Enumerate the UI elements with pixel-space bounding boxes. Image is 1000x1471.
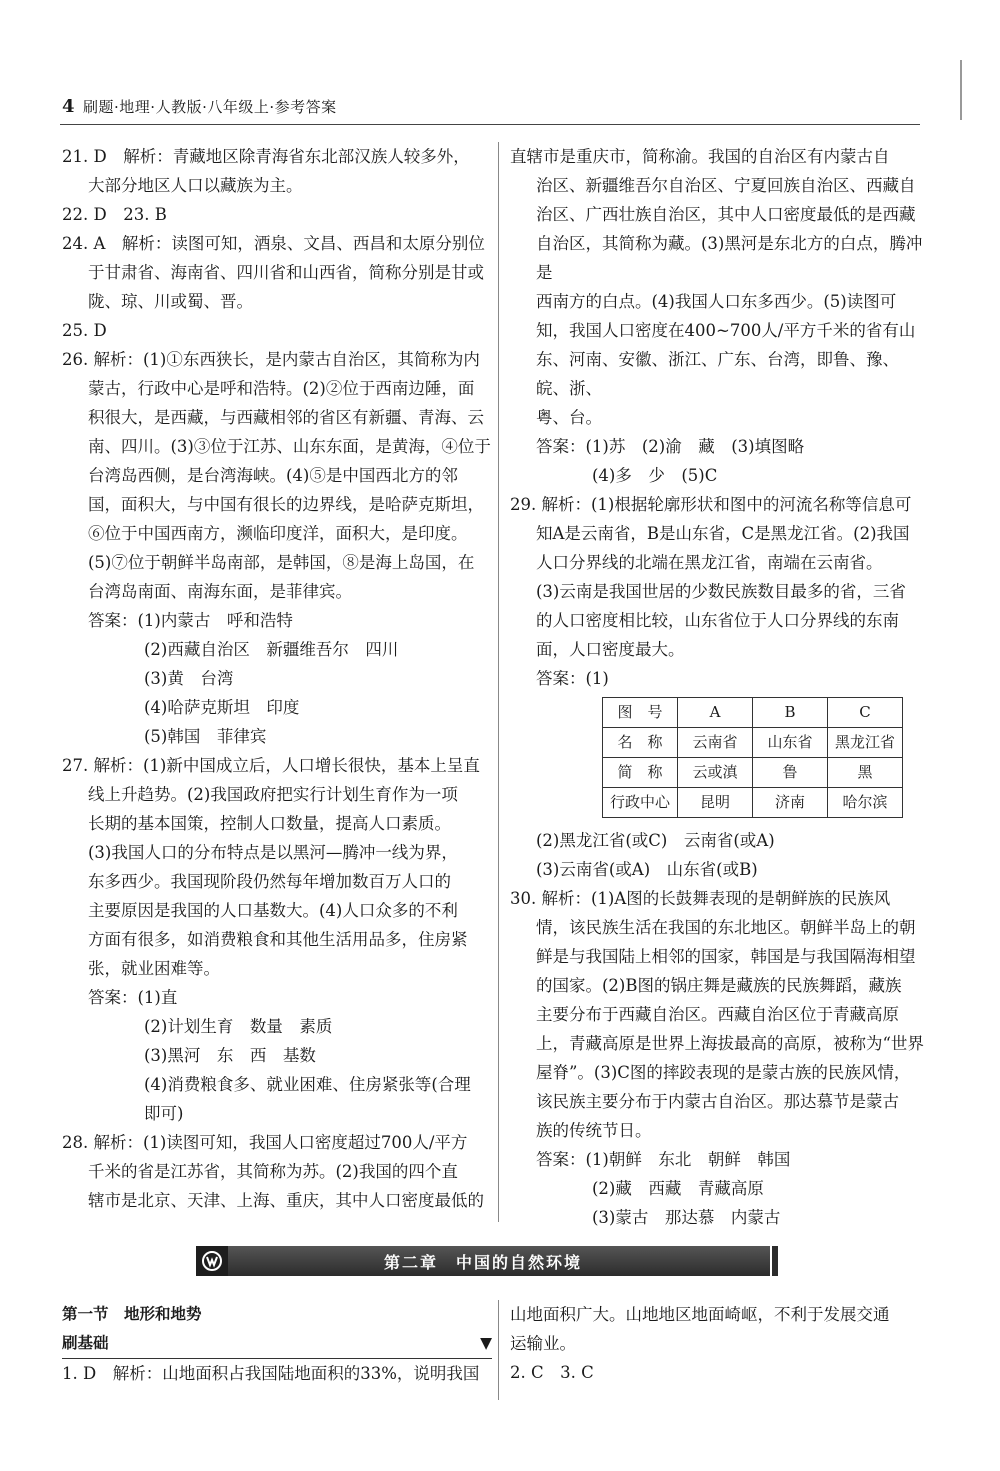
- table-cell: 名 称: [603, 728, 678, 758]
- table-cell: 昆明: [678, 788, 753, 818]
- chapter-logo-icon: [196, 1246, 228, 1276]
- section-title: 第一节 地形和地势: [62, 1305, 202, 1323]
- text-line: 粤、台。: [536, 408, 602, 427]
- text-line: 29. 解析：(1)根据轮廓形状和图中的河流名称等信息可: [510, 495, 912, 514]
- table-cell: 云南省: [678, 728, 753, 758]
- text-line: 24. A 解析：读图可知，酒泉、文昌、西昌和太原分别位: [62, 234, 485, 253]
- text-line: 南、四川。(3)③位于江苏、山东东面，是黄海，④位于: [88, 437, 491, 456]
- text-line: 30. 解析：(1)A图的长鼓舞表现的是朝鲜族的民族风: [510, 889, 891, 908]
- text-line: 治区、新疆维吾尔自治区、宁夏回族自治区、西藏自: [536, 176, 916, 195]
- table-row: [603, 698, 903, 728]
- left-column: [62, 142, 492, 1215]
- text-line: 人口分界线的北端在黑龙江省，南端在云南省。: [536, 553, 883, 572]
- answer-line: (4)消费粮食多、就业困难、住房紧张等(合理: [144, 1075, 471, 1094]
- text-line: 陇、琼、川或蜀、晋。: [88, 292, 253, 311]
- text-line: 方面有很多，如消费粮食和其他生活用品多，住房紧: [88, 930, 468, 949]
- table-cell: 山东省: [753, 728, 828, 758]
- section-left: [62, 1300, 492, 1388]
- text-line: 长期的基本国策，控制人口数量，提高人口素质。: [88, 814, 451, 833]
- table-cell: 简 称: [603, 758, 678, 788]
- bottom-column-divider: [498, 1300, 499, 1400]
- header-rule: [60, 124, 920, 125]
- text-line: 千米的省是江苏省，其简称为苏。(2)我国的四个直: [88, 1162, 458, 1181]
- text-line: (3)我国人口的分布特点是以黑河—腾冲一线为界，: [88, 843, 458, 862]
- table-cell: 云或滇: [678, 758, 753, 788]
- column-divider: [498, 142, 499, 1222]
- table-cell: A: [678, 698, 753, 728]
- table-cell: 鲁: [753, 758, 828, 788]
- text-line: 21. D 解析：青藏地区除青海省东北部汉族人较多外，: [62, 147, 470, 166]
- answer-line: (3)黄 台湾: [144, 669, 234, 688]
- answer-line: (2)黑龙江省(或C) 云南省(或A): [536, 831, 775, 850]
- table-cell: B: [753, 698, 828, 728]
- table-cell: C: [828, 698, 903, 728]
- right-column-top: [510, 142, 925, 693]
- answer-line: 答案：(1)朝鲜 东北 朝鲜 韩国: [536, 1150, 791, 1169]
- text-line: 2. C 3. C: [510, 1363, 594, 1382]
- text-line: 22. D 23. B: [62, 205, 167, 224]
- table-cell: 行政中心: [603, 788, 678, 818]
- table-row: [603, 758, 903, 788]
- text-line: 台湾岛南面、南海东面，是菲律宾。: [88, 582, 352, 601]
- answer-line: 即可): [144, 1104, 184, 1123]
- text-line: 的人口密度相比较，山东省位于人口分界线的东南: [536, 611, 899, 630]
- text-line: 知A是云南省，B是山东省，C是黑龙江省。(2)我国: [536, 524, 910, 543]
- text-line: 知，我国人口密度在400~700人/平方千米的省有山: [536, 321, 916, 340]
- text-line: 治区、广西壮族自治区，其中人口密度最低的是西藏: [536, 205, 916, 224]
- text-line: 台湾岛西侧，是台湾海峡。(4)⑤是中国西北方的邻: [88, 466, 458, 485]
- answer-line: (4)多 少 (5)C: [592, 466, 718, 485]
- text-line: 族的传统节日。: [536, 1121, 652, 1140]
- text-line: 的国家。(2)B图的锅庄舞是藏族的民族舞蹈，藏族: [536, 976, 902, 995]
- right-column: [510, 142, 925, 1232]
- text-line: 直辖市是重庆市，简称渝。我国的自治区有内蒙古自: [510, 147, 890, 166]
- text-line: 张，就业困难等。: [88, 959, 220, 978]
- answer-line: (3)云南省(或A) 山东省(或B): [536, 860, 758, 879]
- page-corner-mark: [960, 60, 962, 120]
- answer-line: 答案：(1)苏 (2)渝 藏 (3)填图略: [536, 437, 805, 456]
- text-line: 西南方的白点。(4)我国人口东多西少。(5)读图可: [536, 292, 897, 311]
- right-column-bottom: [510, 826, 925, 1232]
- answer-table-wrap: [510, 697, 925, 818]
- section-left-lines: [62, 1359, 492, 1388]
- text-line: 国，面积大，与中国有很长的边界线，是哈萨克斯坦，: [88, 495, 484, 514]
- text-line: 东多西少。我国现阶段仍然每年增加数百万人口的: [88, 872, 451, 891]
- text-line: 东、河南、安徽、浙江、广东、台湾，即鲁、豫、皖、浙、: [536, 350, 899, 398]
- section-right: [510, 1300, 925, 1387]
- text-line: 于甘肃省、海南省、四川省和山西省，简称分别是甘或: [88, 263, 484, 282]
- triangle-down-icon: ▼: [480, 1334, 492, 1352]
- answer-line: (5)韩国 菲律宾: [144, 727, 267, 746]
- table-cell: 黑龙江省: [828, 728, 903, 758]
- text-line: 26. 解析：(1)①东西狭长，是内蒙古自治区，其简称为内: [62, 350, 480, 369]
- text-line: (3)云南是我国世居的少数民族数目最多的省，三省: [536, 582, 906, 601]
- answer-line: (3)蒙古 那达慕 内蒙古: [592, 1208, 781, 1227]
- answer-line: (2)计划生育 数量 素质: [144, 1017, 333, 1036]
- table-cell: 图 号: [603, 698, 678, 728]
- text-line: 积很大，是西藏，与西藏相邻的省区有新疆、青海、云: [88, 408, 484, 427]
- text-line: 上，青藏高原是世界上海拔最高的高原，被称为“世界: [536, 1034, 924, 1053]
- answer-line: 答案：(1)内蒙古 呼和浩特: [88, 611, 293, 630]
- province-table: [602, 697, 903, 818]
- answer-line: (2)西藏自治区 新疆维吾尔 四川: [144, 640, 399, 659]
- text-line: (5)⑦位于朝鲜半岛南部，是韩国，⑧是海上岛国，在: [88, 553, 475, 572]
- text-line: 28. 解析：(1)读图可知，我国人口密度超过700人/平方: [62, 1133, 468, 1152]
- page-number: 4: [62, 96, 76, 117]
- text-line: 27. 解析：(1)新中国成立后，人口增长很快，基本上呈直: [62, 756, 480, 775]
- text-line: 屋脊”。(3)C图的摔跤表现的是蒙古族的民族风情，: [536, 1063, 911, 1082]
- table-cell: 黑: [828, 758, 903, 788]
- text-line: 主要分布于西藏自治区。西藏自治区位于青藏高原: [536, 1005, 899, 1024]
- chapter-title: 第二章 中国的自然环境: [383, 1252, 582, 1272]
- text-line: 运输业。: [510, 1334, 576, 1353]
- table-cell: 哈尔滨: [828, 788, 903, 818]
- section-subtitle: [62, 1329, 492, 1359]
- text-line: 山地面积广大。山地地区地面崎岖，不利于发展交通: [510, 1305, 890, 1324]
- text-line: ⑥位于中国西南方，濒临印度洋，面积大，是印度。: [88, 524, 468, 543]
- answer-line: (2)藏 西藏 青藏高原: [592, 1179, 764, 1198]
- text-line: 该民族主要分布于内蒙古自治区。那达慕节是蒙古: [536, 1092, 899, 1111]
- answer-line: (4)哈萨克斯坦 印度: [144, 698, 300, 717]
- text-line: 鲜是与我国陆上相邻的国家，韩国是与我国隔海相望: [536, 947, 916, 966]
- section-sub-label: 刷基础: [62, 1334, 109, 1352]
- text-line: 主要原因是我国的人口基数大。(4)人口众多的不利: [88, 901, 458, 920]
- page-header: [62, 96, 337, 117]
- text-line: 25. D: [62, 321, 107, 340]
- text-line: 线上升趋势。(2)我国政府把实行计划生育作为一项: [88, 785, 458, 804]
- text-line: 面，人口密度最大。: [536, 640, 685, 659]
- table-row: [603, 728, 903, 758]
- table-cell: 济南: [753, 788, 828, 818]
- chapter-banner: [196, 1246, 770, 1276]
- chapter-banner-end: [772, 1246, 778, 1276]
- answer-line: (3)黑河 东 西 基数: [144, 1046, 316, 1065]
- text-line: 情，该民族生活在我国的东北地区。朝鲜半岛上的朝: [536, 918, 916, 937]
- answer-line: 答案：(1): [536, 669, 609, 688]
- answer-line: 答案：(1)直: [88, 988, 178, 1007]
- header-text: 刷题·地理·人教版·八年级上·参考答案: [83, 98, 337, 116]
- text-line: 蒙古，行政中心是呼和浩特。(2)②位于西南边陲，面: [88, 379, 475, 398]
- table-row: [603, 788, 903, 818]
- text-line: 辖市是北京、天津、上海、重庆，其中人口密度最低的: [88, 1191, 484, 1210]
- text-line: 自治区，其简称为藏。(3)黑河是东北方的白点，腾冲是: [536, 234, 923, 282]
- text-line: 1. D 解析：山地面积占我国陆地面积的33%，说明我国: [62, 1364, 480, 1383]
- text-line: 大部分地区人口以藏族为主。: [88, 176, 303, 195]
